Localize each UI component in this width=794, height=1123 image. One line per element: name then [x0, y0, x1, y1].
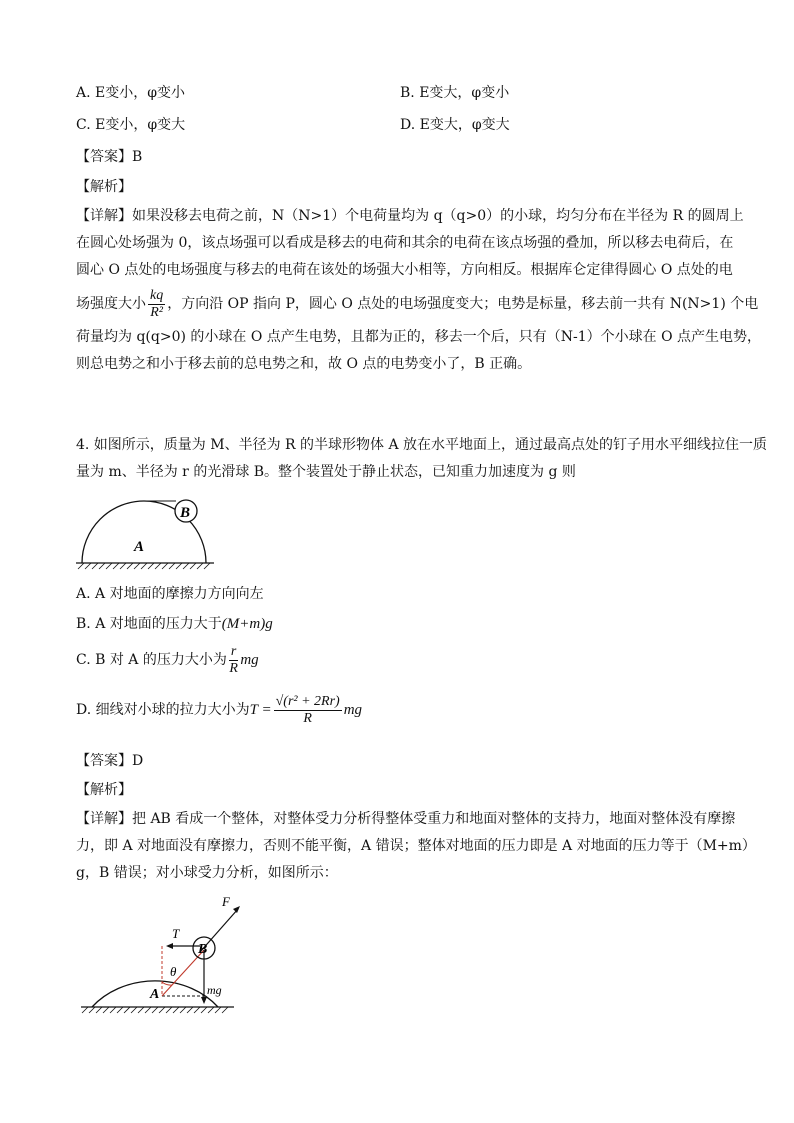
q4-option-b [76, 613, 273, 633]
q3-detail-line: 荷量均为 q(q>0) 的小球在 O 点产生电势，且都为正的，移去一个后，只有（N-1）个小球在 O 点产生电势， [76, 329, 762, 345]
option-text: C. B 对 A 的压力大小为 [76, 652, 227, 668]
option-fraction [274, 694, 342, 727]
label-mg: mg [207, 983, 222, 997]
q3-detail-text: ，方向沿 OP 指向 P，圆心 O 点处的电场强度变大；电势是标量，移去前一共有 N(N>1) 个电 [167, 296, 759, 312]
fraction-numerator: kq [150, 287, 164, 303]
ground-hatching [78, 563, 210, 569]
q3-answer: 【答案】B [76, 149, 143, 165]
q4-option-a: A. A 对地面的摩擦力方向向左 [76, 586, 264, 602]
tension-arrowhead [166, 943, 173, 949]
q3-option-b: B. E变大，φ变小 [400, 85, 510, 101]
fraction-denominator: R² [150, 304, 163, 320]
q4-stem-line: 4. 如图所示，质量为 M、半径为 R 的半球形物体 A 放在水平地面上，通过最高点处的钉子用水平细线拉住一质 [76, 437, 768, 453]
gravity-arrowhead [201, 997, 207, 1004]
normal-force-arrowhead [233, 906, 240, 913]
label-a: A [150, 987, 160, 1002]
option-math: mg [343, 702, 363, 718]
label-b: B [198, 942, 208, 957]
q3-analysis-heading: 【解析】 [76, 179, 132, 195]
q3-detail-line: 则总电势之和小于移去前的总电势之和，故 O 点的电势变小了，B 正确。 [76, 356, 532, 372]
q3-detail-line: 在圆心处场强为 0，该点场强可以看成是移去的电荷和其余的电荷在该点场强的叠加，所以移去电荷后，在 [76, 235, 734, 251]
label-t: T [172, 926, 180, 941]
q4-stem-line: 量为 m、半径为 r 的光滑球 B。整个装置处于静止状态，已知重力加速度为 g 则 [76, 464, 576, 480]
q3-detail-text: 场强度大小 [76, 296, 146, 312]
q4-detail [76, 806, 756, 887]
q3-fraction [148, 288, 165, 321]
ground-hatching [82, 1007, 228, 1013]
q3-detail-line [76, 284, 759, 324]
q4-analysis-heading: 【解析】 [76, 782, 132, 798]
option-math: (M+m)g [221, 616, 273, 632]
label-b: B [180, 505, 191, 521]
q3-option-c: C. E变小，φ变大 [76, 117, 186, 133]
q3-detail [76, 203, 762, 378]
option-fraction [229, 644, 238, 677]
label-f: F [222, 894, 230, 909]
option-math: T = [249, 702, 272, 718]
option-text: D. 细线对小球的拉力大小为 [76, 702, 250, 718]
q4-answer: 【答案】D [76, 753, 144, 769]
fraction-numerator: √(r² + 2Rr) [275, 693, 340, 709]
fraction-numerator: r [230, 643, 237, 659]
q4-option-d [76, 690, 362, 730]
label-a: A [134, 539, 145, 555]
q4-figure-hemisphere [76, 496, 236, 576]
label-theta: θ [170, 964, 177, 979]
q4-option-c [76, 642, 259, 678]
fraction-denominator: R [303, 710, 312, 726]
q4-figure-force-diagram [76, 892, 246, 1022]
q4-detail-line: 力，即 A 对地面没有摩擦力，否则不能平衡，A 错误；整体对地面的压力即是 A 对地面的压力等于（M+m） [76, 838, 756, 854]
q4-detail-line: g，B 错误；对小球受力分析，如图所示： [76, 865, 338, 881]
option-math: mg [240, 652, 259, 668]
q4-detail-line: 【详解】把 AB 看成一个整体，对整体受力分析得整体受重力和地面对整体的支持力，地面对整体没有摩擦 [76, 811, 736, 827]
q3-detail-line: 【详解】如果没移去电荷之前，N（N>1）个电荷量均为 q（q>0）的小球，均匀分布在半径为 R 的圆周上 [76, 208, 744, 224]
q3-option-d: D. E变大，φ变大 [400, 117, 510, 133]
q3-option-a: A. E变小，φ变小 [76, 85, 186, 101]
option-text: B. A 对地面的压力大于 [76, 616, 222, 632]
q3-detail-line: 圆心 O 点处的电场强度与移去的电荷在该处的场强大小相等，方向相反。根据库仑定律得圆心 O 点处的电 [76, 262, 733, 278]
q4-stem [76, 432, 768, 486]
fraction-denominator: R [229, 660, 238, 676]
